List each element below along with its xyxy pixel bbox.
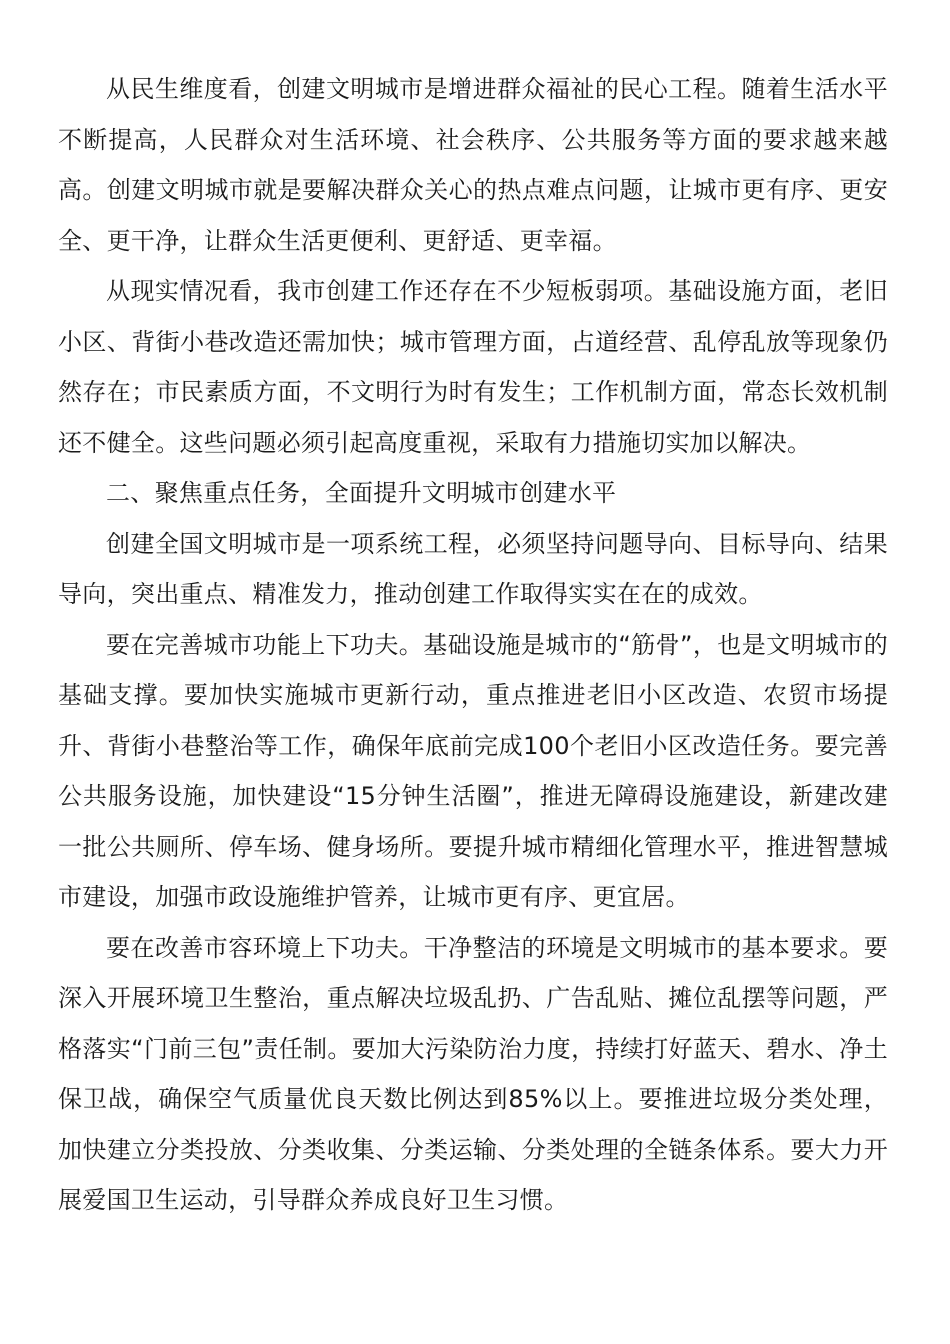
section-heading: 二、聚焦重点任务，全面提升文明城市创建水平	[106, 479, 617, 507]
paragraph-livelihood: 从民生维度看，创建文明城市是增进群众福祉的民心工程。随着生活水平不断提高，人民群众对生活环境、社会秩序、公共服务等方面的要求越来越高。创建文明城市就是要解决群众关心的热点难点问题，让城市更有序、更安全、更干净，让群众生活更便利、更舒适、更幸福。	[58, 75, 888, 255]
document-body	[58, 64, 888, 1226]
paragraph-current-situation: 从现实情况看，我市创建工作还存在不少短板弱项。基础设施方面，老旧小区、背街小巷改造还需加快；城市管理方面，占道经营、乱停乱放等现象仍然存在；市民素质方面，不文明行为时有发生；工作机制方面，常态长效机制还不健全。这些问题必须引起高度重视，采取有力措施切实加以解决。	[58, 277, 888, 457]
paragraph-system-project: 创建全国文明城市是一项系统工程，必须坚持问题导向、目标导向、结果导向，突出重点、精准发力，推动创建工作取得实实在在的成效。	[58, 529, 888, 608]
paragraph-city-environment: 要在改善市容环境上下功夫。干净整洁的环境是文明城市的基本要求。要深入开展环境卫生整治，重点解决垃圾乱扔、广告乱贴、摊位乱摆等问题，严格落实“门前三包”责任制。要加大污染防治力度，持续打好蓝天、碧水、净土保卫战，确保空气质量优良天数比例达到85%以上。要推进垃圾分类处理，加快建立分类投放、分类收集、分类运输、分类处理的全链条体系。要大力开展爱国卫生运动，引导群众养成良好卫生习惯。	[58, 933, 888, 1214]
paragraph-city-function: 要在完善城市功能上下功夫。基础设施是城市的“筋骨”，也是文明城市的基础支撑。要加快实施城市更新行动，重点推进老旧小区改造、农贸市场提升、背街小巷整治等工作，确保年底前完成100个老旧小区改造任务。要完善公共服务设施，加快建设“15分钟生活圈”，推进无障碍设施建设，新建改建一批公共厕所、停车场、健身场所。要提升城市精细化管理水平，推进智慧城市建设，加强市政设施维护管养，让城市更有序、更宜居。	[58, 630, 888, 911]
